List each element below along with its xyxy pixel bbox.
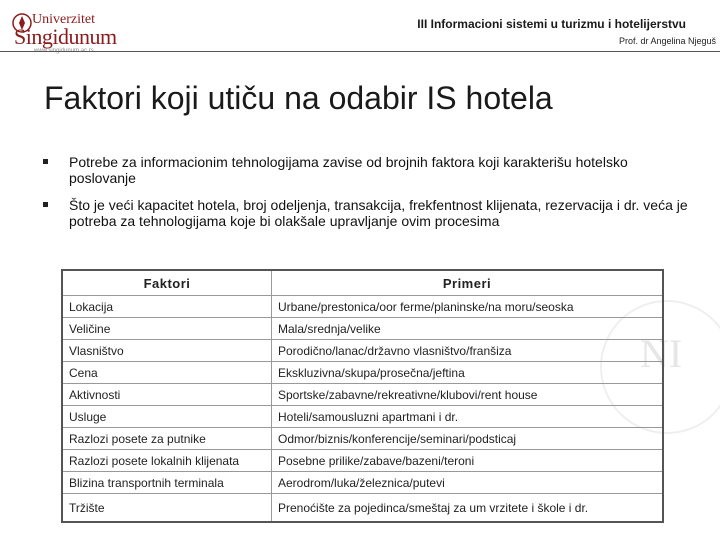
example-cell: Odmor/biznis/konferencije/seminari/podsticaj xyxy=(272,428,664,450)
example-cell: Ekskluzivna/skupa/prosečna/jeftina xyxy=(272,362,664,384)
table-row xyxy=(62,406,663,428)
factor-cell: Cena xyxy=(62,362,272,384)
bullet-square-icon xyxy=(43,159,48,164)
table-row xyxy=(62,340,663,362)
example-cell: Hoteli/samousluzni apartmani i dr. xyxy=(272,406,664,428)
factor-cell: Tržište xyxy=(62,494,272,523)
example-cell: Sportske/zabavne/rekreativne/klubovi/rent house xyxy=(272,384,664,406)
factor-cell: Usluge xyxy=(62,406,272,428)
bullet-list xyxy=(40,154,690,240)
table-row xyxy=(62,428,663,450)
example-cell: Urbane/prestonica/oor ferme/planinske/na moru/seoska xyxy=(272,296,664,318)
example-cell: Mala/srednja/velike xyxy=(272,318,664,340)
bullet-square-icon xyxy=(43,202,48,207)
logo-brand-name: Singidunum xyxy=(14,24,117,49)
table-row xyxy=(62,384,663,406)
table-row xyxy=(62,494,663,523)
example-cell: Prenoćište za pojedinca/smeštaj za um vrzitete i škole i dr. xyxy=(272,494,664,523)
factor-cell: Razlozi posete lokalnih klijenata xyxy=(62,450,272,472)
factor-cell: Lokacija xyxy=(62,296,272,318)
table-row xyxy=(62,318,663,340)
bullet-item xyxy=(40,197,690,229)
author-name: Prof. dr Angelina Njeguš xyxy=(618,36,716,46)
watermark-text: NI xyxy=(640,331,683,376)
bullet-text: Potrebe za informacionim tehnologijama zavise od brojnih faktora koji karakterišu hotelsko poslovanje xyxy=(69,154,628,186)
bullet-text: Što je veći kapacitet hotela, broj odeljenja, transakcija, frekfentnost klijenata, rezervacija i dr. veća je potreba za tehnologijama koje bi olakšale upravljanje ovim procesima xyxy=(69,197,688,229)
table-header-row xyxy=(62,270,663,296)
table-row xyxy=(62,296,663,318)
table-row xyxy=(62,450,663,472)
factor-cell: Blizina transportnih terminala xyxy=(62,472,272,494)
column-header-primeri: Primeri xyxy=(272,270,664,296)
factor-cell: Aktivnosti xyxy=(62,384,272,406)
slide-title: Faktori koji utiču na odabir IS hotela xyxy=(44,80,553,116)
header-divider xyxy=(0,51,720,52)
example-cell: Posebne prilike/zabave/bazeni/teroni xyxy=(272,450,664,472)
example-cell: Porodično/lanac/državno vlasništvo/franšiza xyxy=(272,340,664,362)
factor-cell: Razlozi posete za putnike xyxy=(62,428,272,450)
bullet-item xyxy=(40,154,690,186)
course-title: III Informacioni sistemi u turizmu i hotelijerstvu xyxy=(417,17,686,31)
factors-table xyxy=(61,269,664,523)
column-header-faktori: Faktori xyxy=(62,270,272,296)
table-row xyxy=(62,362,663,384)
table-row xyxy=(62,472,663,494)
university-logo xyxy=(8,10,120,54)
factor-cell: Veličine xyxy=(62,318,272,340)
factor-cell: Vlasništvo xyxy=(62,340,272,362)
logo-university-label: Univerzitet xyxy=(32,12,95,27)
example-cell: Aerodrom/luka/železnica/putevi xyxy=(272,472,664,494)
